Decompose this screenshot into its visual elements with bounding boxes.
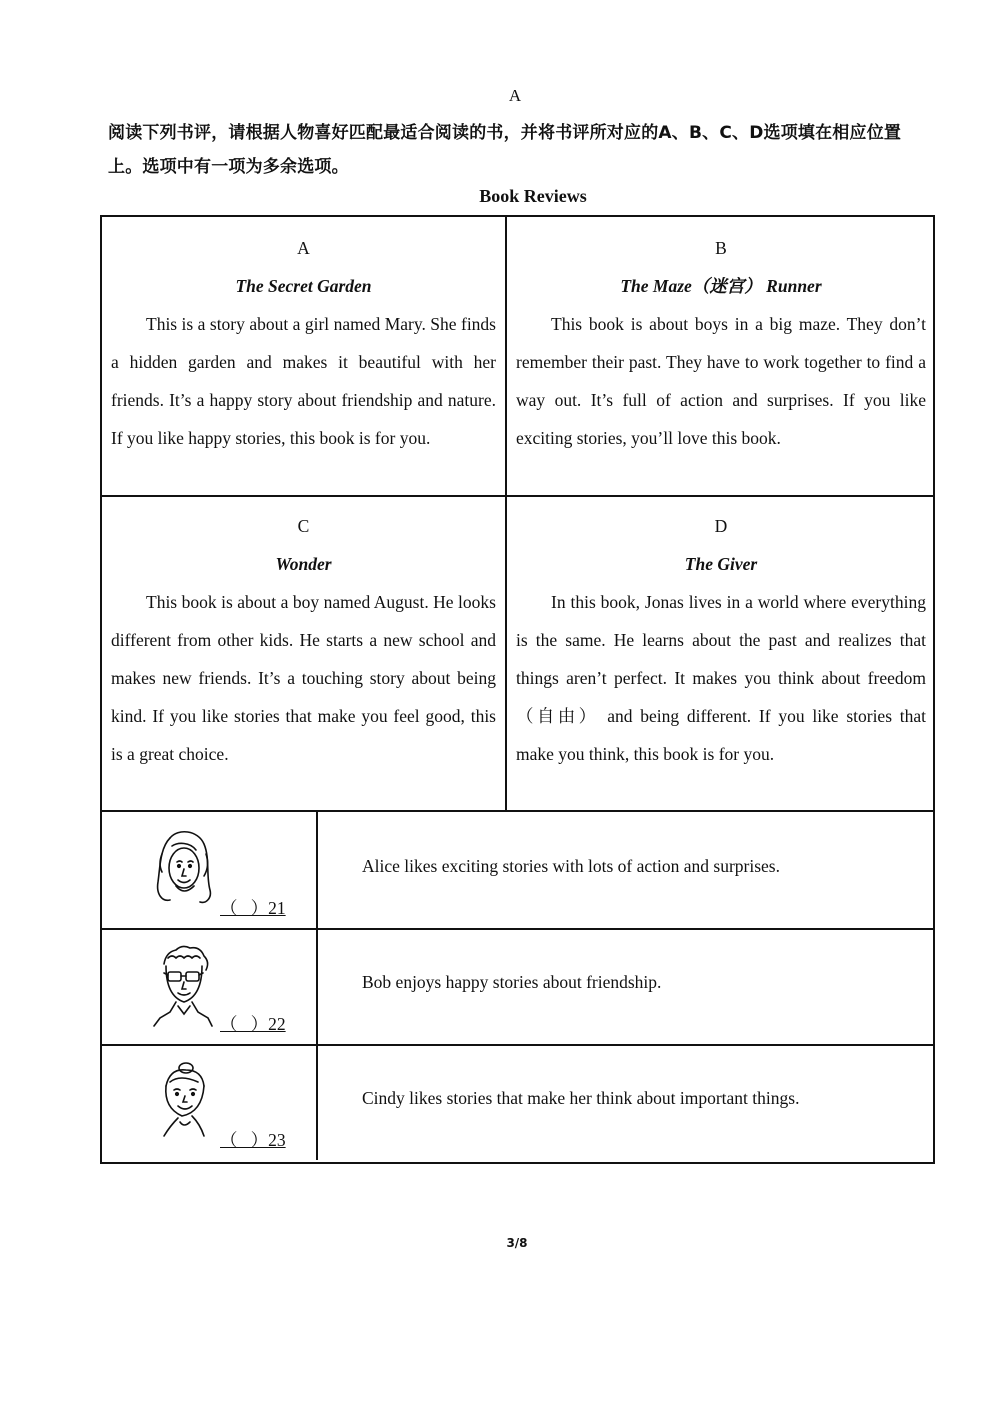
- person-description: Cindy likes stories that make her think about important things.: [362, 1088, 800, 1108]
- person-description: Bob enjoys happy stories about friendship.: [362, 972, 662, 992]
- person-cell: [102, 1044, 318, 1160]
- review-body: This is a story about a girl named Mary. She finds a hidden garden and makes it beautiful with her friends. It’s a happy story about friendship and nature. If you like happy stories, this book is for you.: [111, 314, 496, 448]
- book-title: Wonder: [275, 554, 332, 574]
- girl-with-bun-icon: [148, 1056, 218, 1144]
- boy-with-glasses-icon: [148, 940, 218, 1028]
- review-letter: D: [714, 516, 728, 536]
- person-row-bob: [102, 928, 933, 1046]
- table-title: Book Reviews: [479, 186, 587, 206]
- book-title: The Secret Garden: [235, 276, 372, 296]
- person-row-alice: [102, 812, 933, 930]
- review-letter: C: [297, 516, 310, 536]
- person-description: Alice likes exciting stories with lots of action and surprises.: [362, 856, 780, 876]
- book-title: The Maze（迷宫） Runner: [620, 276, 822, 296]
- review-body: This book is about boys in a big maze. They don’t remember their past. They have to work together to find a way out. It’s full of action and surprises. If you like exciting stories, you’ll love this book.: [516, 314, 926, 448]
- book-reviews-table: [100, 215, 935, 812]
- review-body: This book is about a boy named August. He looks different from other kids. He starts a new school and makes new friends. It’s a touching story about being kind. If you like stories that make you feel good, this is a great choice.: [111, 592, 496, 764]
- review-d: [507, 499, 935, 773]
- matching-table: [100, 812, 935, 1164]
- review-b: [507, 221, 935, 457]
- person-cell: [102, 928, 318, 1044]
- review-c: [102, 499, 505, 773]
- person-cell: [102, 812, 318, 928]
- book-title: The Giver: [684, 554, 758, 574]
- table-divider-horizontal: [102, 495, 933, 497]
- girl-portrait-icon: [148, 824, 218, 912]
- review-letter: B: [715, 238, 727, 258]
- answer-blank-23[interactable]: （ ）23: [220, 1130, 286, 1150]
- page-number: 3/8: [506, 1236, 528, 1250]
- review-letter: A: [297, 238, 310, 258]
- person-row-cindy: [102, 1044, 933, 1160]
- answer-blank-22[interactable]: （ ）22: [220, 1014, 286, 1034]
- review-body: In this book, Jonas lives in a world where everything is the same. He learns about the past and realizes that things aren’t perfect. It makes you think about freedom（自由） and being different. If you like stories that make you think, this book is for you.: [516, 592, 926, 764]
- answer-blank-21[interactable]: （ ）21: [220, 898, 286, 918]
- instructions: 阅读下列书评，请根据人物喜好匹配最适合阅读的书，并将书评所对应的A、B、C、D选项填在相应位置上。选项中有一项为多余选项。: [108, 123, 902, 177]
- review-a: [102, 221, 505, 457]
- section-label: A: [508, 86, 522, 105]
